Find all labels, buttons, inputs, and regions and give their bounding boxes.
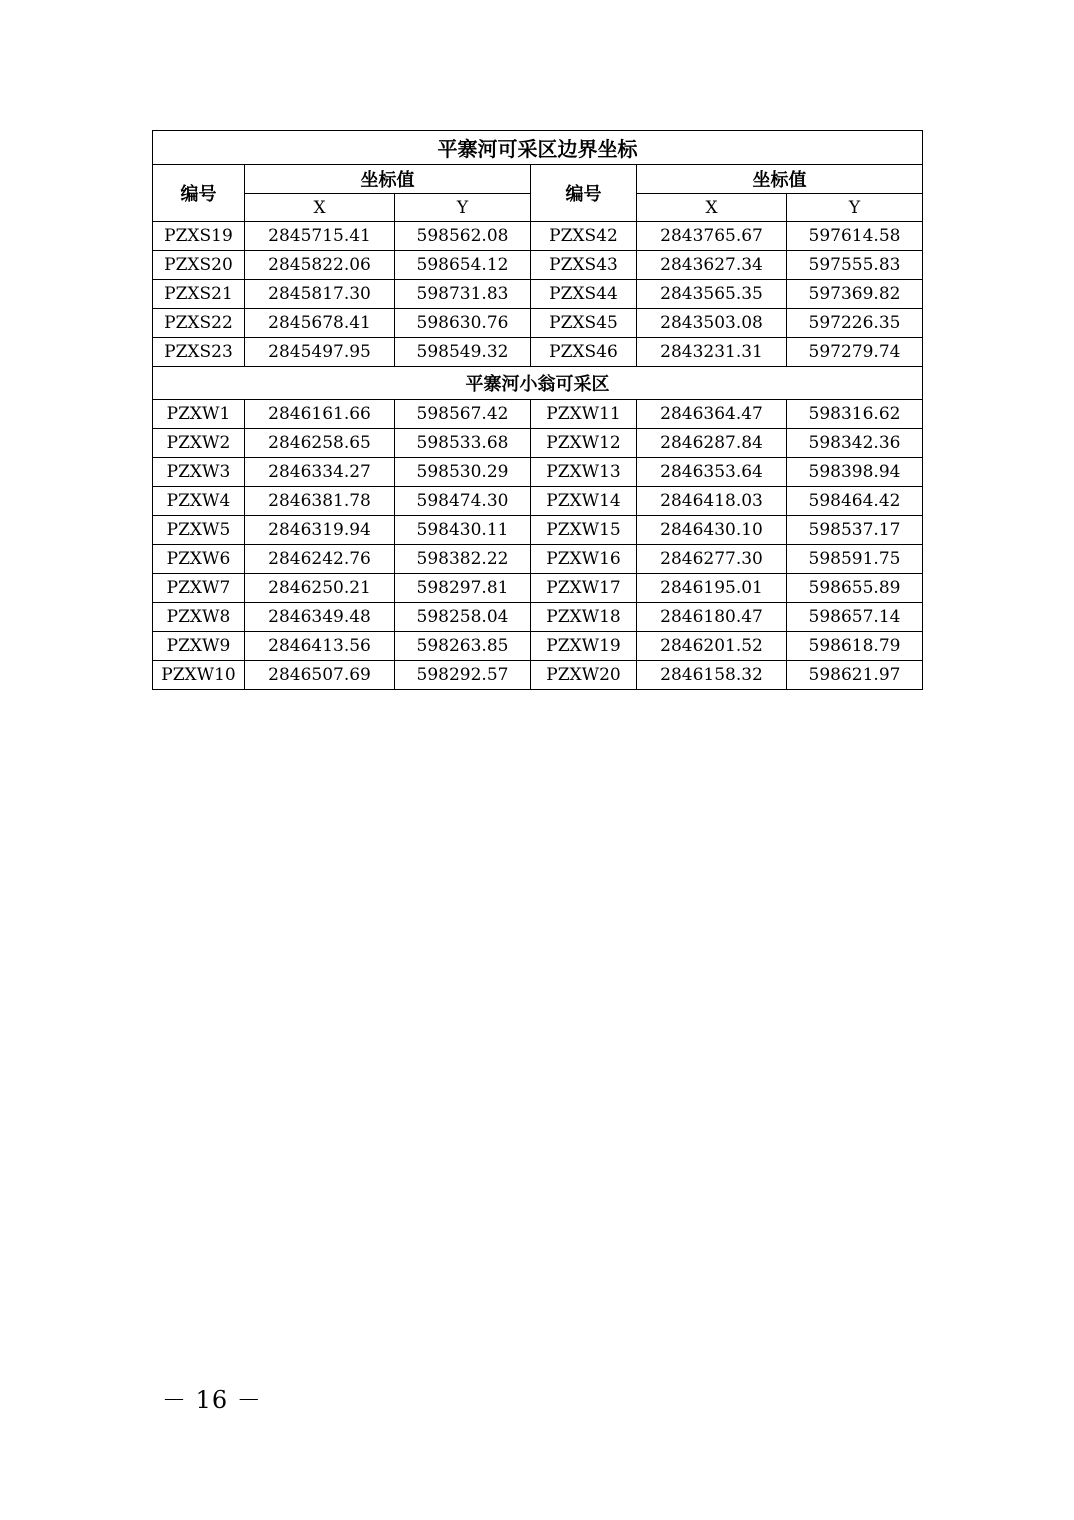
x-value-right: 2846195.01 [637,574,787,603]
x-value-right: 2846353.64 [637,458,787,487]
section-title: 平寨河小翁可采区 [153,367,923,400]
x-value-right: 2843765.67 [637,222,787,251]
y-value-right: 598316.62 [787,400,923,429]
y-value-left: 598567.42 [395,400,531,429]
table-row [153,516,923,545]
point-id-left: PZXW1 [153,400,245,429]
table-row [153,251,923,280]
point-id-right: PZXW19 [531,632,637,661]
table-row [153,661,923,690]
page-number: － 16 － [162,1386,262,1414]
point-id-left: PZXS22 [153,309,245,338]
x-value-right: 2846287.84 [637,429,787,458]
x-value-right: 2846158.32 [637,661,787,690]
x-value-right: 2846201.52 [637,632,787,661]
x-value-right: 2843231.31 [637,338,787,367]
y-value-left: 598474.30 [395,487,531,516]
y-value-left: 598630.76 [395,309,531,338]
x-value-left: 2846349.48 [245,603,395,632]
point-id-right: PZXS46 [531,338,637,367]
table-row [153,574,923,603]
x-value-right: 2846277.30 [637,545,787,574]
point-id-right: PZXS45 [531,309,637,338]
point-id-left: PZXW8 [153,603,245,632]
table-row [153,632,923,661]
point-id-left: PZXS20 [153,251,245,280]
point-id-right: PZXW15 [531,516,637,545]
y-value-left: 598533.68 [395,429,531,458]
point-id-right: PZXW16 [531,545,637,574]
y-value-right: 598398.94 [787,458,923,487]
header-x-right: X [637,194,787,222]
x-value-right: 2846364.47 [637,400,787,429]
point-id-right: PZXS43 [531,251,637,280]
x-value-left: 2845715.41 [245,222,395,251]
point-id-left: PZXW2 [153,429,245,458]
header-x-left: X [245,194,395,222]
y-value-right: 597369.82 [787,280,923,309]
point-id-left: PZXS19 [153,222,245,251]
y-value-right: 598655.89 [787,574,923,603]
table-row [153,338,923,367]
x-value-left: 2846413.56 [245,632,395,661]
point-id-left: PZXW7 [153,574,245,603]
y-value-left: 598258.04 [395,603,531,632]
x-value-left: 2846381.78 [245,487,395,516]
table-row [153,280,923,309]
header-y-left: Y [395,194,531,222]
x-value-left: 2845497.95 [245,338,395,367]
point-id-right: PZXW14 [531,487,637,516]
y-value-right: 598591.75 [787,545,923,574]
y-value-right: 597226.35 [787,309,923,338]
x-value-left: 2845678.41 [245,309,395,338]
x-value-left: 2845822.06 [245,251,395,280]
x-value-right: 2843503.08 [637,309,787,338]
y-value-right: 598618.79 [787,632,923,661]
table-row [153,603,923,632]
point-id-right: PZXW18 [531,603,637,632]
y-value-left: 598382.22 [395,545,531,574]
x-value-left: 2846319.94 [245,516,395,545]
point-id-right: PZXW12 [531,429,637,458]
table-row [153,309,923,338]
point-id-left: PZXW6 [153,545,245,574]
x-value-left: 2845817.30 [245,280,395,309]
point-id-right: PZXW11 [531,400,637,429]
table-title: 平寨河可采区边界坐标 [153,131,923,165]
y-value-right: 598342.36 [787,429,923,458]
point-id-left: PZXS21 [153,280,245,309]
header-id-left: 编号 [153,165,245,222]
header-id-right: 编号 [531,165,637,222]
x-value-left: 2846250.21 [245,574,395,603]
x-value-left: 2846242.76 [245,545,395,574]
y-value-left: 598562.08 [395,222,531,251]
x-value-left: 2846334.27 [245,458,395,487]
y-value-left: 598292.57 [395,661,531,690]
table-row [153,545,923,574]
y-value-right: 597279.74 [787,338,923,367]
point-id-right: PZXW13 [531,458,637,487]
x-value-right: 2843627.34 [637,251,787,280]
y-value-left: 598430.11 [395,516,531,545]
header-y-right: Y [787,194,923,222]
point-id-right: PZXS44 [531,280,637,309]
y-value-right: 598537.17 [787,516,923,545]
point-id-left: PZXW3 [153,458,245,487]
y-value-left: 598297.81 [395,574,531,603]
y-value-left: 598654.12 [395,251,531,280]
table-row [153,429,923,458]
point-id-left: PZXW5 [153,516,245,545]
x-value-right: 2846180.47 [637,603,787,632]
y-value-right: 597555.83 [787,251,923,280]
x-value-right: 2846430.10 [637,516,787,545]
x-value-left: 2846258.65 [245,429,395,458]
point-id-left: PZXW10 [153,661,245,690]
point-id-left: PZXW4 [153,487,245,516]
coordinate-table [152,130,923,690]
point-id-right: PZXW20 [531,661,637,690]
y-value-right: 598621.97 [787,661,923,690]
point-id-left: PZXS23 [153,338,245,367]
y-value-left: 598549.32 [395,338,531,367]
header-coord-left: 坐标值 [245,165,531,194]
x-value-left: 2846507.69 [245,661,395,690]
x-value-right: 2843565.35 [637,280,787,309]
table-row [153,222,923,251]
point-id-right: PZXW17 [531,574,637,603]
x-value-left: 2846161.66 [245,400,395,429]
y-value-left: 598731.83 [395,280,531,309]
point-id-right: PZXS42 [531,222,637,251]
y-value-left: 598263.85 [395,632,531,661]
y-value-left: 598530.29 [395,458,531,487]
x-value-right: 2846418.03 [637,487,787,516]
y-value-right: 598657.14 [787,603,923,632]
point-id-left: PZXW9 [153,632,245,661]
table-row [153,458,923,487]
y-value-right: 597614.58 [787,222,923,251]
table-row [153,400,923,429]
header-coord-right: 坐标值 [637,165,923,194]
table-row [153,487,923,516]
y-value-right: 598464.42 [787,487,923,516]
